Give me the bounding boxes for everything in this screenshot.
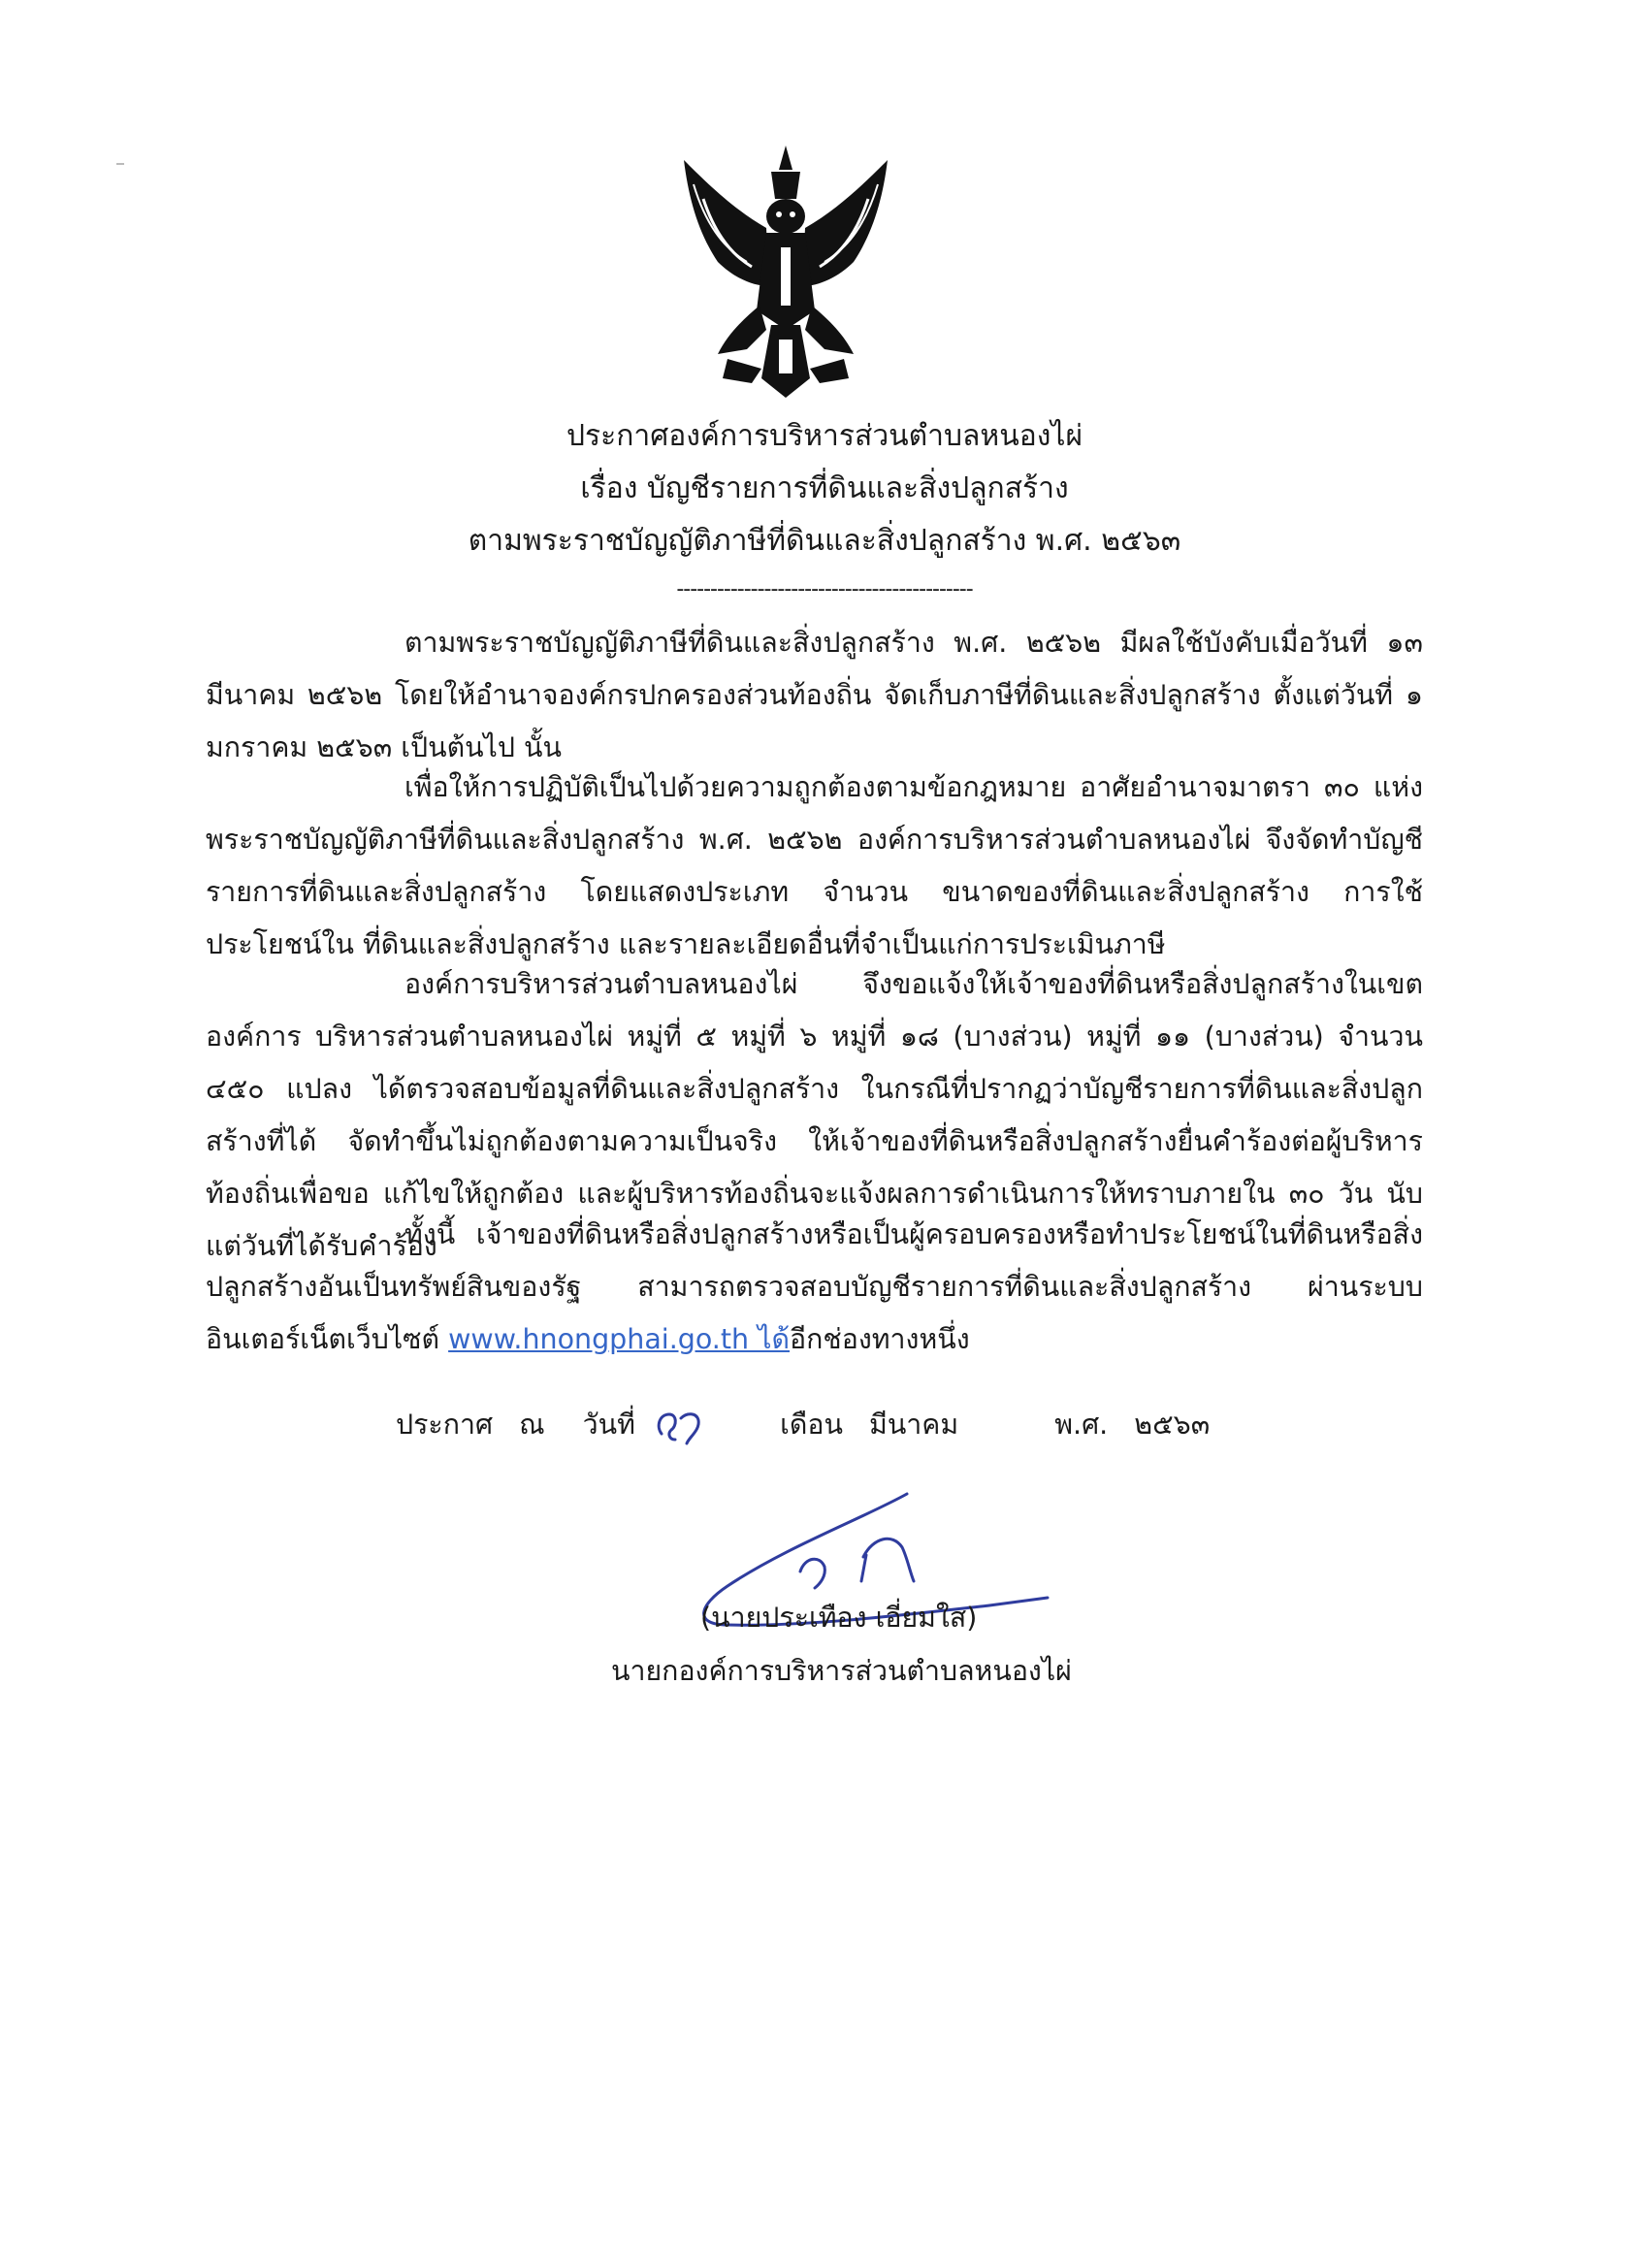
garuda-emblem-icon <box>674 141 897 407</box>
paragraph-text-after-link: อีกช่องทางหนึ่ง <box>790 1323 970 1355</box>
year-value: ๒๕๖๓ <box>1134 1409 1211 1441</box>
handwritten-day-icon <box>644 1405 733 1447</box>
paragraph-text: องค์การบริหารส่วนตำบลหนองไผ่ จึงขอแจ้งให้เจ้าของที่ดินหรือสิ่งปลูกสร้างในเขตองค์การ บริหารส่วนตำบลหนองไผ่ หมู่ที่ ๕ หมู่ที่ ๖ หมู่ที่ ๑๘ (บางส่วน) หมู่ที่ ๑๑ (บางส่วน) จำนวน ๔๕๐ แปลง ได้ตรวจสอบข้อมูลที่ดินและสิ่งปลูกสร้าง ในกรณีที่ปรากฏว่าบัญชีรายการที่ดินและสิ่งปลูกสร้างที่ได้ จัดทำขึ้นไม่ถูกต้องตามความเป็นจริง ให้เจ้าของที่ดินหรือสิ่งปลูกสร้างยื่นคำร้องต่อผู้บริหารท้องถิ่นเพื่อขอ แก้ไขให้ถูกต้อง และผู้บริหารท้องถิ่นจะแจ้งผลการดำเนินการให้ทราบภายใน ๓๐ วัน นับแต่วันที่ได้รับคำร้อง <box>206 968 1423 1262</box>
month-label: เดือน <box>780 1409 843 1441</box>
body-paragraph-1 <box>206 617 1423 774</box>
signatory-position: นายกองค์การบริหารส่วนตำบลหนองไผ่ <box>611 1655 1072 1687</box>
body-paragraph-2 <box>206 761 1423 971</box>
title-divider: -------------------------------------------- <box>676 577 973 601</box>
day-label: วันที่ <box>582 1409 635 1441</box>
paragraph-text: เพื่อให้การปฏิบัติเป็นไปด้วยความถูกต้องตามข้อกฎหมาย อาศัยอำนาจมาตรา ๓๐ แห่ง พระราชบัญญัติภาษีที่ดินและสิ่งปลูกสร้าง พ.ศ. ๒๕๖๒ องค์การบริหารส่วนตำบลหนองไผ่ จึงจัดทำบัญชี รายการที่ดินและสิ่งปลูกสร้าง โดยแสดงประเภท จำนวน ขนาดของที่ดินและสิ่งปลูกสร้าง การใช้ประโยชน์ใน ที่ดินและสิ่งปลูกสร้าง และรายละเอียดอื่นที่จำเป็นแก่การประเมินภาษี <box>206 771 1423 960</box>
website-link[interactable]: www.hnongphai.go.th ได้ <box>448 1323 791 1355</box>
signatory-name: (นายประเทือง เอี่ยมใส) <box>700 1602 978 1634</box>
announcement-title: ประกาศองค์การบริหารส่วนตำบลหนองไผ่ <box>566 419 1083 453</box>
announce-label: ประกาศ <box>396 1409 494 1441</box>
announcement-subject: เรื่อง บัญชีรายการที่ดินและสิ่งปลูกสร้าง <box>580 471 1069 505</box>
scan-mark <box>116 163 124 165</box>
body-paragraph-4 <box>206 1209 1423 1366</box>
announcement-act-reference: ตามพระราชบัญญัติภาษีที่ดินและสิ่งปลูกสร้าง พ.ศ. ๒๕๖๓ <box>468 524 1181 558</box>
paragraph-text: ตามพระราชบัญญัติภาษีที่ดินและสิ่งปลูกสร้าง พ.ศ. ๒๕๖๒ มีผลใช้บังคับเมื่อวันที่ ๑๓ มีนาคม ๒๕๖๒ โดยให้อำนาจองค์กรปกครองส่วนท้องถิ่น จัดเก็บภาษีที่ดินและสิ่งปลูกสร้าง ตั้งแต่วันที่ ๑ มกราคม ๒๕๖๓ เป็นต้นไป นั้น <box>206 627 1423 763</box>
month-value: มีนาคม <box>869 1409 959 1441</box>
paragraph-text-before-link: ทั้งนี้ เจ้าของที่ดินหรือสิ่งปลูกสร้างหรือเป็นผู้ครอบครองหรือทำประโยชน์ในที่ดินหรือสิ่ง ปลูกสร้างอันเป็นทรัพย์สินของรัฐ สามารถตรวจสอบบัญชีรายการที่ดินและสิ่งปลูกสร้าง ผ่านระบบ อินเตอร์เน็ตเว็บไซต์ <box>206 1218 1423 1355</box>
era-label: พ.ศ. <box>1054 1409 1109 1441</box>
at-label: ณ <box>519 1409 545 1441</box>
handwritten-day <box>644 1405 733 1447</box>
announcement-date-line <box>396 1405 1210 1447</box>
paragraph-text <box>206 1209 1423 1366</box>
